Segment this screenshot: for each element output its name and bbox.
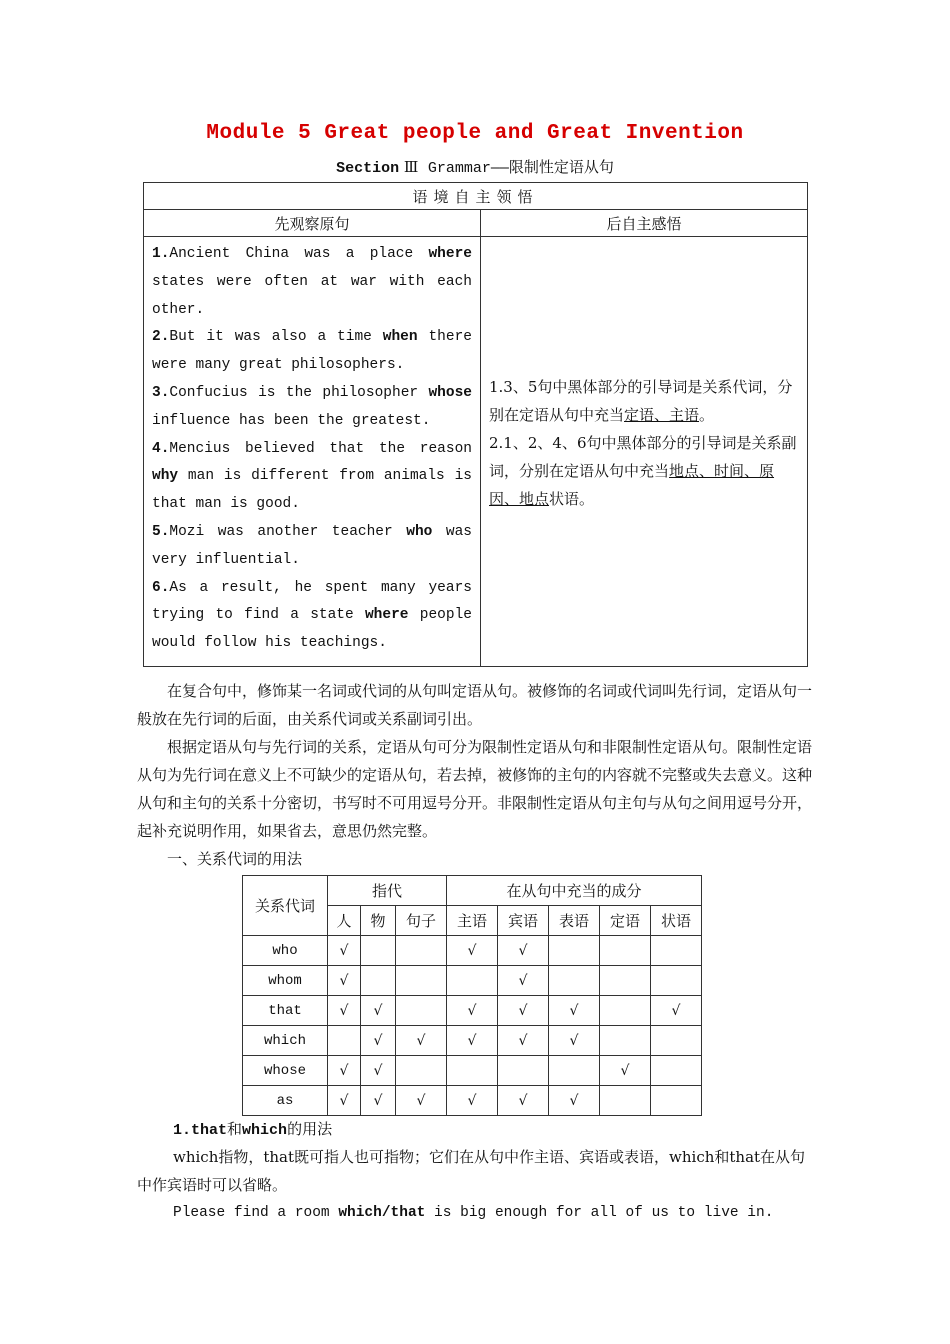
empty-cell [396, 936, 447, 966]
empty-cell [600, 1086, 651, 1116]
table-row [243, 936, 702, 966]
empty-cell [328, 1026, 361, 1056]
row-pronoun: whom [243, 966, 328, 996]
row-pronoun: whose [243, 1056, 328, 1086]
empty-cell [651, 1026, 702, 1056]
col-observe-header: 先观察原句 [144, 210, 481, 237]
empty-cell [651, 936, 702, 966]
example-sentence: 4.Mencius believed that the reason why man is different from animals is that man is good. [152, 440, 472, 513]
table-row [243, 966, 702, 996]
empty-cell [447, 966, 498, 996]
check-mark: √ [328, 996, 361, 1026]
empty-cell [549, 966, 600, 996]
table2-group-role: 在从句中充当的成分 [447, 876, 702, 906]
empty-cell [549, 1056, 600, 1086]
usage-text: which指物，that既可指人也可指物；它们在从句中作主语、宾语或表语，which和that在从句中作宾语时可以省略。 [137, 1148, 806, 1194]
table-row [243, 996, 702, 1026]
check-mark: √ [328, 1086, 361, 1116]
check-mark: √ [328, 1056, 361, 1086]
usage-example: Please find a room which/that is big enough for all of us to live in. [173, 1205, 774, 1221]
check-mark: √ [447, 1086, 498, 1116]
empty-cell [651, 1056, 702, 1086]
empty-cell [600, 1026, 651, 1056]
perception-notes [481, 237, 808, 667]
table2-subhead: 物 [361, 906, 396, 936]
row-pronoun: that [243, 996, 328, 1026]
table2-subhead: 主语 [447, 906, 498, 936]
table2-subhead: 定语 [600, 906, 651, 936]
empty-cell [447, 1056, 498, 1086]
table2-subhead: 宾语 [498, 906, 549, 936]
paragraph-1: 在复合句中，修饰某一名词或代词的从句叫定语从句。被修饰的名词或代词叫先行词，定语从句一般放在先行词的后面，由关系代词或关系副词引出。 [137, 682, 813, 728]
document-title: Module 5 Great people and Great Invention [206, 122, 744, 145]
subtitle-rest: Grammar——限制性定语从句 [427, 160, 614, 177]
check-mark: √ [447, 1026, 498, 1056]
example-sentence: 1.Ancient China was a place where states were often at war with each other. [152, 246, 472, 318]
check-mark: √ [447, 936, 498, 966]
table2-group-refer: 指代 [328, 876, 447, 906]
context-table [143, 182, 808, 667]
table-row [243, 1056, 702, 1086]
check-mark: √ [498, 996, 549, 1026]
check-mark: √ [549, 1086, 600, 1116]
table2-subhead: 句子 [396, 906, 447, 936]
empty-cell [396, 1056, 447, 1086]
check-mark: √ [361, 1056, 396, 1086]
empty-cell [396, 966, 447, 996]
check-mark: √ [361, 1086, 396, 1116]
empty-cell [600, 966, 651, 996]
empty-cell [600, 996, 651, 1026]
table2-corner: 关系代词 [243, 876, 328, 936]
check-mark: √ [328, 936, 361, 966]
usage-heading: 1.that和which的用法 [173, 1120, 333, 1139]
check-mark: √ [651, 996, 702, 1026]
heading-relative-pronouns: 一、关系代词的用法 [167, 850, 303, 868]
row-pronoun: as [243, 1086, 328, 1116]
note-1: 1.3、5句中黑体部分的引导词是关系代词，分别在定语从句中充当定语、主语。 [489, 378, 793, 424]
check-mark: √ [600, 1056, 651, 1086]
empty-cell [396, 996, 447, 1026]
example-sentence: 3.Confucius is the philosopher whose influence has been the greatest. [152, 384, 472, 429]
check-mark: √ [549, 1026, 600, 1056]
table-row [243, 1086, 702, 1116]
paragraph-2: 根据定语从句与先行词的关系，定语从句可分为限制性定语从句和非限制性定语从句。限制性定语从句为先行词在意义上不可缺少的定语从句，若去掉，被修饰的主句的内容就不完整或失去意义。这种从句和主句的关系十分密切，书写时不可用逗号分开。非限制性定语从句主句与从句之间用逗号分开，起补充说明作用，如果省去，意思仍然完整。 [137, 738, 813, 840]
empty-cell [549, 936, 600, 966]
row-pronoun: who [243, 936, 328, 966]
table2-subhead: 状语 [651, 906, 702, 936]
check-mark: √ [498, 936, 549, 966]
relative-pronoun-table [242, 875, 702, 1116]
context-table-header: 语境自主领悟 [144, 183, 808, 210]
example-sentence: 2.But it was also a time when there were many great philosophers. [152, 329, 472, 374]
subtitle-numeral: Ⅲ [403, 158, 419, 176]
check-mark: √ [361, 996, 396, 1026]
check-mark: √ [549, 996, 600, 1026]
check-mark: √ [498, 1026, 549, 1056]
empty-cell [651, 966, 702, 996]
note-2: 2.1、2、4、6句中黑体部分的引导词是关系副词，分别在定语从句中充当地点、时间、原因、地点状语。 [489, 434, 797, 508]
check-mark: √ [361, 1026, 396, 1056]
empty-cell [361, 966, 396, 996]
check-mark: √ [498, 966, 549, 996]
col-perceive-header: 后自主感悟 [481, 210, 808, 237]
row-pronoun: which [243, 1026, 328, 1056]
check-mark: √ [396, 1026, 447, 1056]
check-mark: √ [447, 996, 498, 1026]
empty-cell [600, 936, 651, 966]
example-sentence: 6.As a result, he spent many years trying to find a state where people would follow his teachings. [152, 579, 472, 652]
table2-subhead: 人 [328, 906, 361, 936]
subtitle-section: Section [336, 160, 400, 177]
check-mark: √ [498, 1086, 549, 1116]
check-mark: √ [396, 1086, 447, 1116]
example-sentence: 5.Mozi was another teacher who was very influential. [152, 523, 472, 568]
table-row [243, 1026, 702, 1056]
empty-cell [498, 1056, 549, 1086]
empty-cell [361, 936, 396, 966]
check-mark: √ [328, 966, 361, 996]
section-subtitle [0, 156, 950, 177]
empty-cell [651, 1086, 702, 1116]
example-sentences [144, 237, 481, 667]
table2-subhead: 表语 [549, 906, 600, 936]
